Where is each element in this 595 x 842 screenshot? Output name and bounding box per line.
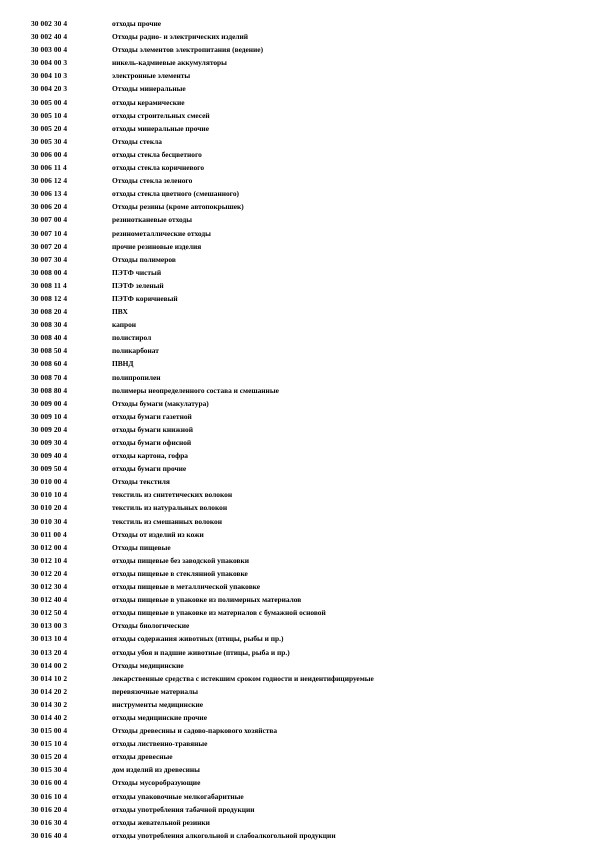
waste-name: ПЭТФ чистый: [112, 267, 162, 277]
waste-code: 30 002 30 4: [31, 19, 68, 28]
waste-name: отходы употребления табачной продукции: [112, 804, 255, 814]
list-item: [31, 174, 576, 187]
waste-code: 30 008 50 4: [31, 346, 68, 356]
waste-name: прочие резиновые изделия: [112, 241, 202, 251]
waste-code: 30 006 12 4: [31, 176, 68, 186]
waste-name: ПЭТФ зеленый: [112, 280, 164, 290]
list-item: [31, 318, 576, 331]
list-item: [31, 423, 576, 436]
list-item: [31, 580, 576, 593]
waste-code: 30 014 20 2: [31, 686, 68, 696]
list-item: [31, 227, 576, 240]
list-item: [31, 462, 576, 475]
list-item: [31, 763, 576, 776]
waste-code: 30 012 50 4: [31, 608, 68, 618]
waste-code: 30 009 10 4: [31, 411, 68, 421]
waste-code: 30 008 11 4: [31, 280, 67, 290]
waste-code: 30 009 20 4: [31, 424, 68, 434]
waste-name: Отходы минеральные: [112, 84, 186, 94]
list-item: [31, 449, 576, 462]
list-item: [31, 371, 576, 384]
list-item: [31, 410, 576, 423]
waste-name: Отходы пищевые: [112, 542, 171, 552]
list-item: [31, 816, 576, 829]
waste-code: 30 008 00 4: [31, 267, 68, 277]
waste-code: 30 009 40 4: [31, 451, 68, 461]
waste-code: 30 015 10 4: [31, 739, 68, 749]
list-item: [31, 567, 576, 580]
list-item: [31, 698, 576, 711]
list-item: [31, 148, 576, 161]
waste-name: полистирол: [112, 333, 152, 343]
waste-name: Отходы биологические: [112, 621, 190, 631]
waste-name: Отходы резины (кроме автопокрышек): [112, 202, 244, 212]
waste-name: отходы лиственно-травяные: [112, 739, 208, 749]
waste-code: 30 011 00 4: [31, 529, 67, 539]
waste-name: отходы стекла бесцветного: [112, 149, 202, 159]
waste-code: 30 004 20 3: [31, 84, 68, 94]
list-item: [31, 240, 576, 253]
list-item: [31, 161, 576, 174]
waste-code: 30 014 40 2: [31, 712, 68, 722]
waste-name: текстиль из синтетических волокон: [112, 490, 233, 500]
list-item: [31, 475, 576, 488]
waste-code: 30 006 11 4: [31, 163, 67, 173]
waste-code: 30 010 20 4: [31, 503, 68, 513]
list-item: [31, 554, 576, 567]
list-item: [31, 305, 576, 318]
waste-name: отходы строительных смесей: [112, 110, 210, 120]
waste-name: Отходы элементов электропитания (ведение): [112, 45, 264, 55]
waste-code: 30 012 30 4: [31, 582, 68, 592]
waste-code: 30 014 00 2: [31, 660, 68, 670]
list-item: [31, 528, 576, 541]
waste-name: отходы содержания животных (птицы, рыбы и пр.): [112, 634, 284, 644]
list-item: [31, 17, 576, 30]
waste-code: 30 009 00 4: [31, 398, 68, 408]
list-item: [31, 82, 576, 95]
waste-code: 30 008 12 4: [31, 293, 68, 303]
list-item: [31, 122, 576, 135]
waste-name: поликарбонат: [112, 346, 159, 356]
list-item: [31, 56, 576, 69]
waste-code: 30 004 00 3: [31, 58, 68, 68]
list-item: [31, 213, 576, 226]
waste-code: 30 010 00 4: [31, 477, 68, 487]
list-item: [31, 488, 576, 501]
waste-code: 30 008 60 4: [31, 359, 68, 369]
waste-name: отходы бумаги книжной: [112, 424, 193, 434]
list-item: [31, 43, 576, 56]
waste-code: 30 010 30 4: [31, 516, 68, 526]
waste-code: 30 013 10 4: [31, 634, 68, 644]
list-item: [31, 593, 576, 606]
waste-code: 30 008 80 4: [31, 385, 68, 395]
list-item: [31, 711, 576, 724]
waste-name: Отходы мусоробразующие: [112, 778, 201, 788]
waste-name: отходы упаковочные мелкогабаритные: [112, 791, 244, 801]
list-item: [31, 632, 576, 645]
waste-name: отходы пищевые в стеклянной упаковке: [112, 568, 248, 578]
list-item: [31, 672, 576, 685]
list-item: [31, 646, 576, 659]
list-item: [31, 606, 576, 619]
waste-code: 30 010 10 4: [31, 490, 68, 500]
list-item: [31, 384, 576, 397]
waste-code: 30 005 20 4: [31, 123, 68, 133]
waste-code: 30 012 40 4: [31, 595, 68, 605]
waste-code: 30 009 50 4: [31, 464, 68, 474]
waste-code: 30 014 30 2: [31, 699, 68, 709]
list-item: [31, 750, 576, 763]
waste-code: 30 008 20 4: [31, 307, 68, 317]
waste-name: Отходы медицинские: [112, 660, 184, 670]
list-item: [31, 776, 576, 789]
waste-name: отходы стекла цветного (смешанного): [112, 189, 239, 199]
list-item: [31, 357, 576, 370]
list-item: [31, 331, 576, 344]
waste-name: электронные элементы: [112, 71, 191, 81]
waste-code: 30 005 30 4: [31, 136, 68, 146]
waste-code: 30 016 10 4: [31, 791, 68, 801]
list-item: [31, 200, 576, 213]
waste-name: лекарственные средства с истекшим сроком годности и неидентифицируемые: [112, 673, 374, 683]
waste-code: 30 015 20 4: [31, 752, 68, 762]
waste-code: 30 003 00 4: [31, 45, 68, 55]
waste-code: 30 009 30 4: [31, 438, 68, 447]
waste-code: 30 013 20 4: [31, 647, 68, 657]
waste-name: Отходы стекла: [112, 136, 162, 146]
waste-code: 30 007 10 4: [31, 228, 68, 238]
waste-name: ПВХ: [112, 307, 128, 317]
list-item: [31, 515, 576, 528]
waste-name: ПВНД: [112, 359, 134, 369]
waste-code: 30 016 20 4: [31, 804, 68, 814]
waste-name: Отходы бумаги (макулатура): [112, 398, 209, 408]
waste-code: 30 008 30 4: [31, 320, 68, 330]
list-item: [31, 344, 576, 357]
list-item: [31, 790, 576, 803]
waste-name: отходы употребления алкогольной и слабоалкогольной продукции: [112, 830, 336, 840]
waste-name: отходы бумаги газетной: [112, 411, 192, 421]
waste-name: резинометаллические отходы: [112, 228, 211, 238]
waste-name: Отходы стекла зеленого: [112, 176, 193, 186]
waste-name: никель-кадмиевые аккумуляторы: [112, 58, 227, 68]
waste-code: 30 006 00 4: [31, 149, 68, 159]
waste-code: 30 005 10 4: [31, 110, 68, 120]
list-item: [31, 541, 576, 554]
list-item: [31, 803, 576, 816]
waste-name: текстиль из смешанных волокон: [112, 516, 222, 526]
waste-code: 30 004 10 3: [31, 71, 68, 81]
waste-code: 30 002 40 4: [31, 32, 68, 42]
waste-code: 30 006 13 4: [31, 189, 68, 199]
waste-code: 30 013 00 3: [31, 621, 68, 631]
waste-name: отходы пищевые в упаковке из полимерных материалов: [112, 595, 302, 605]
list-item: [31, 96, 576, 109]
list-item: [31, 109, 576, 122]
list-item: [31, 829, 576, 842]
list-item: [31, 292, 576, 305]
list-item: [31, 737, 576, 750]
waste-name: перевязочные материалы: [112, 686, 199, 696]
waste-code: 30 008 40 4: [31, 333, 68, 343]
waste-name: отходы минеральные прочие: [112, 123, 209, 133]
list-item: [31, 619, 576, 632]
waste-code: 30 012 00 4: [31, 542, 68, 552]
waste-name: отходы медицинские прочие: [112, 712, 207, 722]
waste-name: ПЭТФ коричневый: [112, 293, 178, 303]
waste-name: полимеры неопределенного состава и смешанные: [112, 385, 279, 395]
list-item: [31, 253, 576, 266]
list-item: [31, 724, 576, 737]
waste-name: дом изделий из древесины: [112, 765, 200, 775]
waste-code: 30 015 00 4: [31, 726, 68, 736]
list-item: [31, 397, 576, 410]
waste-name: Отходы полимеров: [112, 254, 176, 264]
list-item: [31, 69, 576, 82]
list-item: [31, 436, 576, 449]
waste-code-list: [31, 17, 576, 842]
waste-name: отходы древесные: [112, 752, 173, 762]
list-item: [31, 30, 576, 43]
waste-name: отходы картона, гофра: [112, 451, 188, 461]
waste-code: 30 012 10 4: [31, 555, 68, 565]
waste-code: 30 007 00 4: [31, 215, 68, 225]
waste-code: 30 007 20 4: [31, 241, 68, 251]
waste-code: 30 014 10 2: [31, 673, 68, 683]
list-item: [31, 266, 576, 279]
waste-name: отходы бумаги офисной: [112, 438, 192, 447]
waste-code: 30 016 30 4: [31, 817, 68, 827]
waste-name: отходы убоя и падшие животные (птицы, рыба и пр.): [112, 647, 290, 657]
list-item: [31, 685, 576, 698]
waste-name: отходы керамические: [112, 97, 185, 107]
waste-name: отходы стекла коричневого: [112, 163, 205, 173]
list-item: [31, 279, 576, 292]
waste-code: 30 008 70 4: [31, 372, 68, 382]
waste-name: Отходы от изделий из кожи: [112, 529, 204, 539]
waste-name: отходы пищевые в металлической упаковке: [112, 582, 261, 592]
waste-code: 30 012 20 4: [31, 568, 68, 578]
waste-name: резинотканевые отходы: [112, 215, 193, 225]
waste-code: 30 016 00 4: [31, 778, 68, 788]
waste-name: капрон: [112, 320, 137, 330]
waste-name: полипропилен: [112, 372, 161, 382]
waste-name: отходы пищевые без заводской упаковки: [112, 555, 249, 565]
waste-name: Отходы древесины и садово-паркового хозяйства: [112, 726, 278, 736]
waste-code: 30 005 00 4: [31, 97, 68, 107]
waste-name: отходы прочие: [112, 19, 162, 28]
list-item: [31, 659, 576, 672]
waste-name: текстиль из натуральных волокон: [112, 503, 228, 513]
list-item: [31, 501, 576, 514]
waste-code: 30 016 40 4: [31, 830, 68, 840]
waste-name: инструменты медицинские: [112, 699, 204, 709]
waste-code: 30 015 30 4: [31, 765, 68, 775]
waste-name: отходы жевательной резинки: [112, 817, 210, 827]
list-item: [31, 187, 576, 200]
waste-code: 30 006 20 4: [31, 202, 68, 212]
waste-name: отходы пищевые в упаковке из материалов с бумажной основой: [112, 608, 326, 618]
waste-name: Отходы текстиля: [112, 477, 170, 487]
waste-name: Отходы радио- и электрических изделий: [112, 32, 249, 42]
waste-name: отходы бумаги прочие: [112, 464, 187, 474]
list-item: [31, 135, 576, 148]
waste-code: 30 007 30 4: [31, 254, 68, 264]
